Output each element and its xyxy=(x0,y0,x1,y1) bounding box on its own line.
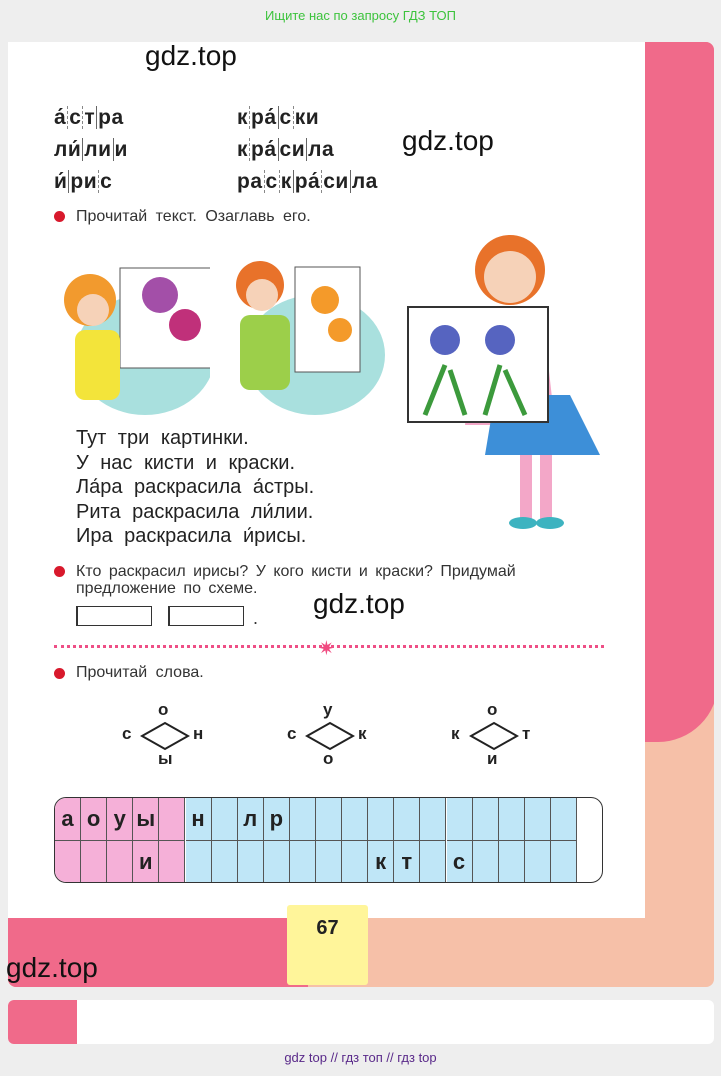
grid-cell: к xyxy=(368,841,394,884)
grid-cell xyxy=(212,798,238,841)
grid-cell xyxy=(316,798,342,841)
grid-cell: н xyxy=(186,798,212,841)
grid-cell: у xyxy=(107,798,133,841)
sun-icon: ✷ xyxy=(318,638,335,660)
grid-cell xyxy=(499,798,525,841)
diamond-letter-bottom: ы xyxy=(158,749,173,768)
diamond-letter-bottom: о xyxy=(323,749,334,768)
grid-cell: р xyxy=(264,798,290,841)
grid-cell xyxy=(159,798,185,841)
grid-cell xyxy=(525,798,551,841)
syllable: ли́ xyxy=(54,138,82,161)
top-banner[interactable]: Ищите нас по запросу ГДЗ ТОП xyxy=(265,8,456,23)
diamond-letter-right: к xyxy=(358,724,367,743)
task-bullet-icon xyxy=(54,668,65,679)
grid-cell xyxy=(316,841,342,884)
grid-cell: а xyxy=(55,798,81,841)
syllable: с xyxy=(69,106,82,129)
syllable: ла xyxy=(308,138,335,161)
grid-cell: т xyxy=(394,841,420,884)
syllable: ри xyxy=(70,170,98,193)
story-line: Тут три картинки. xyxy=(76,427,249,449)
syllable: к xyxy=(237,138,249,161)
grid-cell xyxy=(551,841,577,884)
grid-cell xyxy=(212,841,238,884)
story-text xyxy=(76,426,314,549)
boy-with-lilies-illustration xyxy=(225,255,385,420)
syllable-word xyxy=(53,170,113,194)
syllable-word xyxy=(236,170,379,194)
syllable: и́ xyxy=(54,170,68,193)
diamond-shape xyxy=(305,721,355,751)
syllable: си xyxy=(323,170,349,193)
syllable: т xyxy=(84,106,96,129)
grid-cell xyxy=(473,798,499,841)
syllable: ра́ xyxy=(251,106,277,129)
task-instruction: Прочитай текст. Озаглавь его. xyxy=(76,208,311,225)
syllable-word xyxy=(236,106,320,130)
grid-cell xyxy=(447,798,473,841)
grid-cell xyxy=(290,841,316,884)
grid-cell xyxy=(420,841,446,884)
girl-with-irises-illustration xyxy=(405,225,605,540)
watermark: gdz.top xyxy=(145,40,237,71)
syllable-word xyxy=(53,106,125,130)
grid-cell xyxy=(551,798,577,841)
grid-cell xyxy=(342,798,368,841)
syllable: ки xyxy=(294,106,320,129)
diamond-letter-left: с xyxy=(122,724,132,743)
grid-cell xyxy=(159,841,185,884)
grid-cell xyxy=(81,841,107,884)
grid-cell: л xyxy=(238,798,264,841)
grid-cell xyxy=(525,841,551,884)
syllable: с xyxy=(279,106,292,129)
syllable: к xyxy=(237,106,249,129)
syllable: ра xyxy=(98,106,124,129)
bottom-card xyxy=(8,1000,714,1044)
grid-cell: ы xyxy=(133,798,159,841)
syllable: ра́ xyxy=(294,170,321,193)
scheme-period: . xyxy=(253,608,259,628)
grid-cell: с xyxy=(447,841,473,884)
grid-cell xyxy=(394,798,420,841)
grid-cell xyxy=(238,841,264,884)
diamond-shape xyxy=(140,721,190,751)
syllable: ра́ xyxy=(251,138,277,161)
syllable: ра xyxy=(237,170,263,193)
syllable-word xyxy=(53,138,129,162)
syllable: ли xyxy=(84,138,112,161)
diamond-letter-top: у xyxy=(323,700,333,719)
task-instruction: Кто раскрасил ирисы? У кого кисти и краски? Придумай предложение по схеме. xyxy=(76,563,516,597)
grid-cell xyxy=(290,798,316,841)
scheme-box xyxy=(168,606,244,626)
grid-cell xyxy=(55,841,81,884)
diamond-shape xyxy=(469,721,519,751)
diamond-letter-left: с xyxy=(287,724,297,743)
grid-cell xyxy=(473,841,499,884)
diamond-letter-bottom: и xyxy=(487,749,498,768)
watermark: gdz.top xyxy=(313,588,405,619)
grid-cell: и xyxy=(133,841,159,884)
footer-links[interactable]: gdz top // гдз топ // гдз top xyxy=(284,1050,437,1065)
grid-cell xyxy=(368,798,394,841)
syllable: а́ xyxy=(54,106,67,129)
story-line: У нас кисти и краски. xyxy=(76,451,295,474)
diamond-letter-top: о xyxy=(158,700,169,719)
grid-cell xyxy=(186,841,212,884)
card-accent xyxy=(8,1000,77,1044)
syllable: к xyxy=(280,170,292,193)
syllable: с xyxy=(265,170,278,193)
syllable: ла xyxy=(351,170,378,193)
scheme-box xyxy=(76,606,152,626)
diamond-letter-right: т xyxy=(522,724,531,743)
diamond-letter-right: н xyxy=(193,724,204,743)
syllable: и xyxy=(114,138,128,161)
syllable-word xyxy=(236,138,335,162)
grid-cell xyxy=(420,798,446,841)
task-instruction: Прочитай слова. xyxy=(76,664,204,681)
grid-cell: о xyxy=(81,798,107,841)
task-bullet-icon xyxy=(54,566,65,577)
watermark: gdz.top xyxy=(6,952,98,983)
grid-cell xyxy=(264,841,290,884)
diamond-letter-top: о xyxy=(487,700,498,719)
letter-grid xyxy=(54,797,603,883)
girl-with-asters-illustration xyxy=(60,260,210,420)
story-line: Рита раскрасила ли́лии. xyxy=(76,500,314,523)
syllable: с xyxy=(100,170,113,193)
diamond-letter-left: к xyxy=(451,724,460,743)
page-number: 67 xyxy=(287,905,368,985)
story-line: Ла́ра раскрасила а́стры. xyxy=(76,476,315,498)
grid-cell xyxy=(342,841,368,884)
task-bullet-icon xyxy=(54,211,65,222)
grid-cell xyxy=(107,841,133,884)
syllable: си xyxy=(279,138,306,161)
watermark: gdz.top xyxy=(402,125,494,156)
grid-cell xyxy=(499,841,525,884)
story-line: Ира раскрасила и́рисы. xyxy=(76,525,307,547)
